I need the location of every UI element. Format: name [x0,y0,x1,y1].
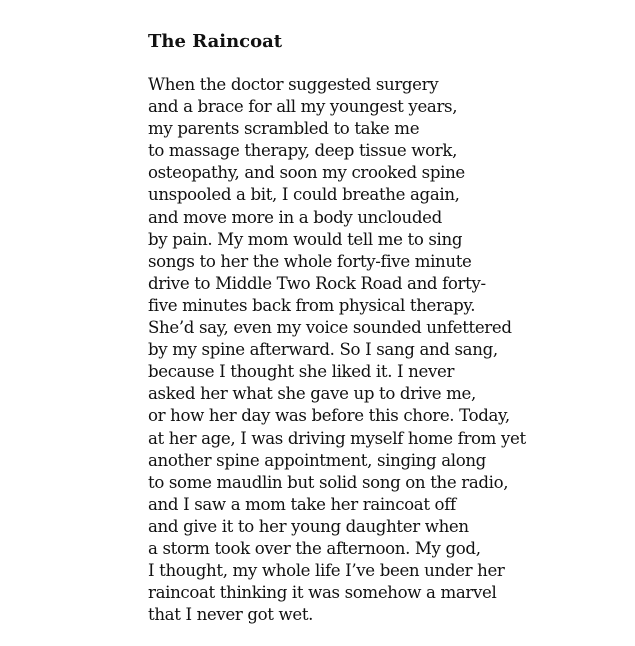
poem-line: at her age, I was driving myself home from yet [148,428,526,448]
poem-line: asked her what she gave up to drive me, [148,384,476,404]
poem-line: that I never got wet. [148,605,314,625]
poem-line: and I saw a mom take her raincoat off [148,494,456,514]
poem-line: She’d say, even my voice sounded unfettered [148,318,512,338]
poem-line: another spine appointment, singing along [148,450,486,470]
poem-line: and move more in a body unclouded [148,207,442,227]
poem-line: because I thought she liked it. I never [148,362,455,382]
poem-line: drive to Middle Two Rock Road and forty- [148,273,486,293]
poem-line: When the doctor suggested surgery [148,75,439,94]
poem [148,30,628,626]
poem-line: by my spine afterward. So I sang and sang, [148,340,498,360]
poem-line: songs to her the whole forty-five minute [148,251,472,271]
poem-line: raincoat thinking it was somehow a marvel [148,583,497,603]
poem-line: five minutes back from physical therapy. [148,295,476,315]
poem-line: a storm took over the afternoon. My god, [148,538,481,558]
poem-body [148,74,628,626]
poem-line: and a brace for all my youngest years, [148,97,458,117]
poem-line: my parents scrambled to take me [148,119,420,139]
poem-line: by pain. My mom would tell me to sing [148,229,463,249]
poem-line: to massage therapy, deep tissue work, [148,141,457,161]
poem-line: and give it to her young daughter when [148,516,469,536]
poem-line: I thought, my whole life I’ve been under her [148,561,505,581]
poem-line: osteopathy, and soon my crooked spine [148,163,465,183]
poem-title: The Raincoat [148,31,283,52]
poem-line: unspooled a bit, I could breathe again, [148,185,460,205]
poem-line: or how her day was before this chore. Today, [148,406,510,426]
poem-line: to some maudlin but solid song on the radio, [148,472,509,492]
